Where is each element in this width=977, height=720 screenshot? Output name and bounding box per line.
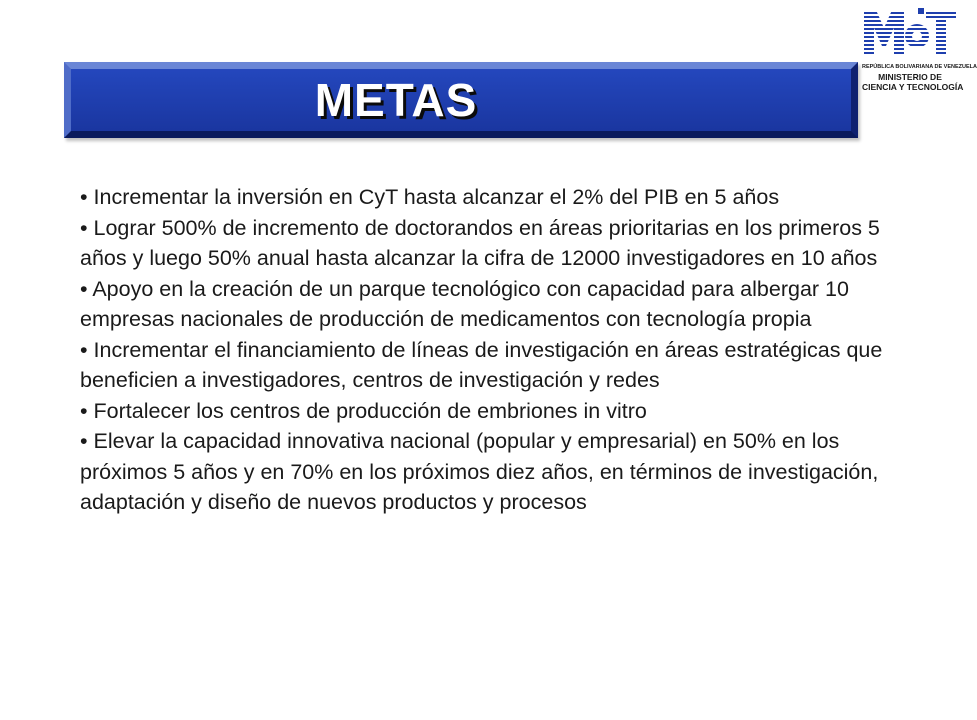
bullet-icon: •: [80, 276, 88, 301]
title-banner: [64, 62, 858, 138]
goal-item: [80, 213, 900, 274]
goal-text: Fortalecer los centros de producción de embriones in vitro: [93, 398, 647, 423]
bullet-icon: •: [80, 398, 88, 423]
goal-text: Lograr 500% de incremento de doctorandos en áreas prioritarias en los primeros 5 años y luego 50% anual hasta alcanzar la cifra de 12000 investigadores en 10 años: [80, 215, 880, 270]
goal-item: [80, 426, 900, 518]
goal-text: Incrementar el financiamiento de líneas de investigación en áreas estratégicas que beneficien a investigadores, centros de investigación y redes: [80, 337, 883, 392]
goal-text: Apoyo en la creación de un parque tecnológico con capacidad para albergar 10 empresas nacionales de producción de medicamentos con tecnología propia: [80, 276, 849, 331]
goal-text: Elevar la capacidad innovativa nacional (popular y empresarial) en 50% en los próximos 5 años y en 70% en los próximos diez años, en términos de investigación, adaptación y diseño de nuevos productos y procesos: [80, 429, 879, 514]
goal-text: Incrementar la inversión en CyT hasta alcanzar el 2% del PIB en 5 años: [93, 185, 780, 209]
goals-list: [80, 182, 900, 518]
bullet-icon: •: [80, 215, 88, 240]
logo-ministry-name-text: CIENCIA Y TECNOLOGÍA: [862, 82, 964, 92]
bullet-icon: •: [80, 337, 88, 362]
mct-logo: [862, 4, 977, 122]
page-title: METAS: [314, 74, 478, 126]
goal-item: [80, 182, 900, 213]
goal-item: [80, 335, 900, 396]
mct-logo-icon: [862, 4, 958, 64]
logo-country-text: REPÚBLICA BOLIVARIANA DE VENEZUELA: [862, 64, 977, 70]
goal-item: [80, 274, 900, 335]
logo-ministry-text: MINISTERIO DE: [878, 72, 942, 82]
bullet-icon: •: [80, 429, 88, 453]
bullet-icon: •: [80, 185, 88, 209]
goal-item: [80, 396, 900, 427]
